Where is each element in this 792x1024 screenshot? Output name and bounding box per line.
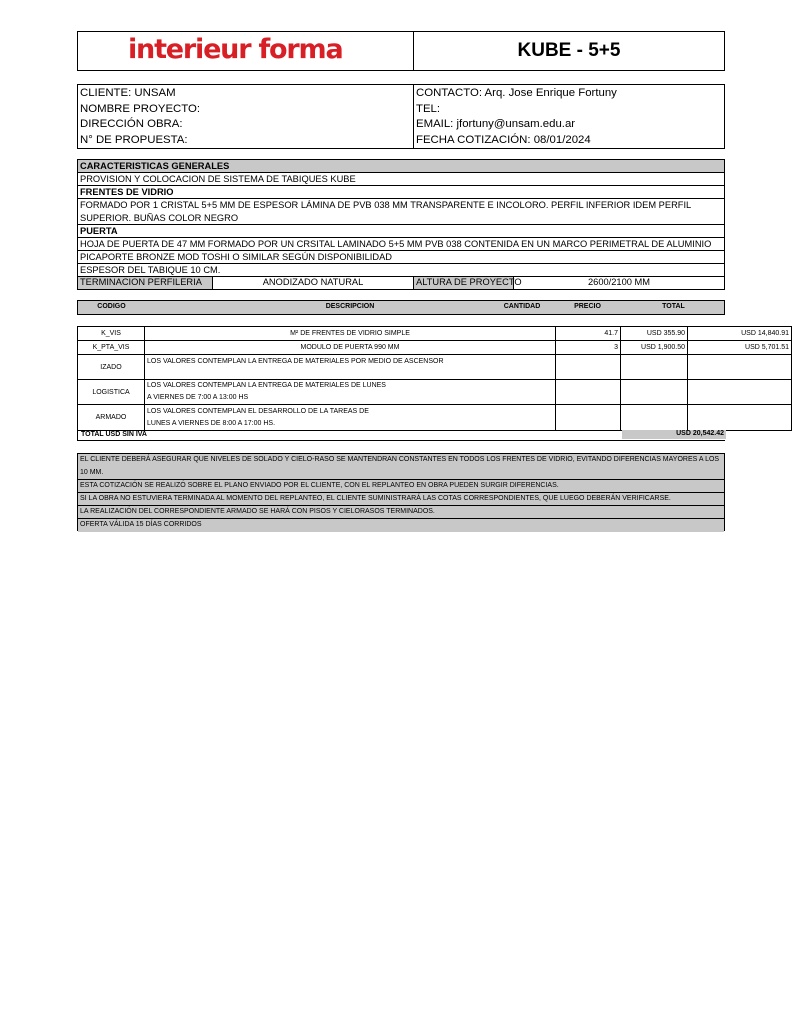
item-quantity	[556, 405, 621, 431]
note-item: ESTA COTIZACIÓN SE REALIZÓ SOBRE EL PLANO ENVIADO POR EL CLIENTE, CON EL REPLANTEO EN OBRA PUEDEN SURGIR DIFERENCIAS.	[78, 480, 724, 493]
contact-name: CONTACTO: Arq. Jose Enrique Fortuny	[416, 87, 617, 99]
specs-door-title: PUERTA	[78, 225, 724, 238]
total-label: TOTAL USD SIN IVA	[81, 431, 147, 438]
item-description: LOS VALORES CONTEMPLAN EL DESARROLLO DE LA TAREAS DE LUNES A VIERNES DE 8:00 A 17:00 HS.	[145, 405, 556, 431]
column-header-row	[77, 300, 725, 315]
client-info-right	[413, 84, 725, 149]
header-logo-box	[77, 31, 414, 71]
item-description: M² DE FRENTES DE VIDRIO SIMPLE	[145, 327, 556, 341]
specs-door-line-2: PICAPORTE BRONZE MOD TOSHI O SIMILAR SEGÚN DISPONIBILIDAD	[78, 251, 724, 264]
document-title: KUBE - 5+5	[517, 40, 621, 61]
item-total: USD 5,701.51	[688, 341, 792, 355]
item-code: K_PTA_VIS	[78, 341, 145, 355]
item-price	[621, 355, 688, 380]
item-total: USD 14,840.91	[688, 327, 792, 341]
notes-section	[77, 453, 725, 531]
item-code: LOGISTICA	[78, 380, 145, 405]
total-value: USD 20,542.42	[622, 430, 726, 439]
column-header-quantity: CANTIDAD	[503, 303, 541, 310]
specs-glass-description	[78, 199, 724, 225]
column-header-code: CODIGO	[97, 303, 126, 310]
specs-glass-title: FRENTES DE VIDRIO	[78, 186, 724, 199]
item-price	[621, 380, 688, 405]
specs-section	[77, 159, 725, 290]
column-header-price: PRECIO	[574, 303, 601, 310]
contact-email: EMAIL: jfortuny@unsam.edu.ar	[416, 118, 576, 130]
specs-finish-row	[78, 277, 724, 289]
item-description: LOS VALORES CONTEMPLAN LA ENTREGA DE MATERIALES DE LUNES A VIERNES DE 7:00 A 13:00 HS	[145, 380, 556, 405]
table-row	[78, 355, 792, 380]
item-price: USD 355.90	[621, 327, 688, 341]
item-total	[688, 405, 792, 431]
total-row	[77, 430, 725, 441]
height-label: ALTURA DE PROYECTO	[416, 277, 522, 287]
proposal-number: N° DE PROPUESTA:	[80, 133, 188, 146]
specs-provision: PROVISION Y COLOCACION DE SISTEMA DE TABIQUES KUBE	[78, 173, 724, 186]
note-item: LA REALIZACIÓN DEL CORRESPONDIENTE ARMADO SE HARÁ CON PISOS Y CIELORASOS TERMINADOS.	[78, 506, 724, 519]
item-price	[621, 405, 688, 431]
item-quantity: 41.7	[556, 327, 621, 341]
finish-label: TERMINACION PERFILERIA	[78, 277, 213, 289]
table-row	[78, 380, 792, 405]
note-item: SI LA OBRA NO ESTUVIERA TERMINADA AL MOMENTO DEL REPLANTEO, EL CLIENTE SUMINISTRARÁ LAS COTAS CORRESPONDIENTES, QUE LUEGO DEBERÁN VERIFICARSE.	[78, 493, 724, 506]
specs-glass-line-2: SUPERIOR. BUÑAS COLOR NEGRO	[80, 212, 239, 223]
item-quantity	[556, 380, 621, 405]
note-item: EL CLIENTE DEBERÁ ASEGURAR QUE NIVELES DE SOLADO Y CIELO-RASO SE MANTENDRAN CONSTANTES EN TODOS LOS FRENTES DE VIDRIO, EVITANDO DIFERENCIAS MAYORES A LOS 10 MM.	[78, 454, 724, 480]
item-code: K_VIS	[78, 327, 145, 341]
quote-date: FECHA COTIZACIÓN: 08/01/2024	[416, 133, 591, 146]
table-row	[78, 341, 792, 355]
header-title-box	[413, 31, 725, 71]
table-row	[78, 405, 792, 431]
item-description: MODULO DE PUERTA 990 MM	[145, 341, 556, 355]
note-item: OFERTA VÁLIDA 15 DÍAS CORRIDOS	[78, 519, 724, 532]
column-header-total: TOTAL	[662, 303, 685, 310]
item-quantity	[556, 355, 621, 380]
column-header-description: DESCRIPCION	[325, 303, 375, 310]
finish-value: ANODIZADO NATURAL	[213, 277, 414, 289]
project-name: NOMBRE PROYECTO:	[80, 102, 201, 115]
item-code: IZADO	[78, 355, 145, 380]
client-name: CLIENTE: UNSAM	[80, 87, 176, 99]
client-info-left	[77, 84, 414, 149]
item-total	[688, 355, 792, 380]
specs-glass-line-1: FORMADO POR 1 CRISTAL 5+5 MM DE ESPESOR LÁMINA DE PVB 038 MM TRANSPARENTE E INCOLORO. PERFIL INFERIOR IDEM PERFIL	[80, 200, 692, 210]
item-price: USD 1,900.50	[621, 341, 688, 355]
contact-phone: TEL:	[416, 102, 441, 115]
site-address: DIRECCIÓN OBRA:	[80, 118, 183, 130]
specs-thickness: ESPESOR DEL TABIQUE 10 CM.	[78, 264, 724, 277]
brand-logo: interieur forma	[128, 34, 343, 65]
item-total	[688, 380, 792, 405]
specs-door-line-1: HOJA DE PUERTA DE 47 MM FORMADO POR UN CRSITAL LAMINADO 5+5 MM PVB 038 CONTENIDA EN UN MARCO PERIMETRAL DE ALUMINIO	[78, 238, 724, 251]
specs-header: CARACTERISTICAS GENERALES	[78, 160, 724, 173]
items-table	[77, 326, 792, 431]
item-quantity: 3	[556, 341, 621, 355]
item-description: LOS VALORES CONTEMPLAN LA ENTREGA DE MATERIALES POR MEDIO DE ASCENSOR	[145, 355, 556, 380]
table-row	[78, 327, 792, 341]
item-code: ARMADO	[78, 405, 145, 431]
height-value: 2600/2100 MM	[587, 277, 651, 287]
